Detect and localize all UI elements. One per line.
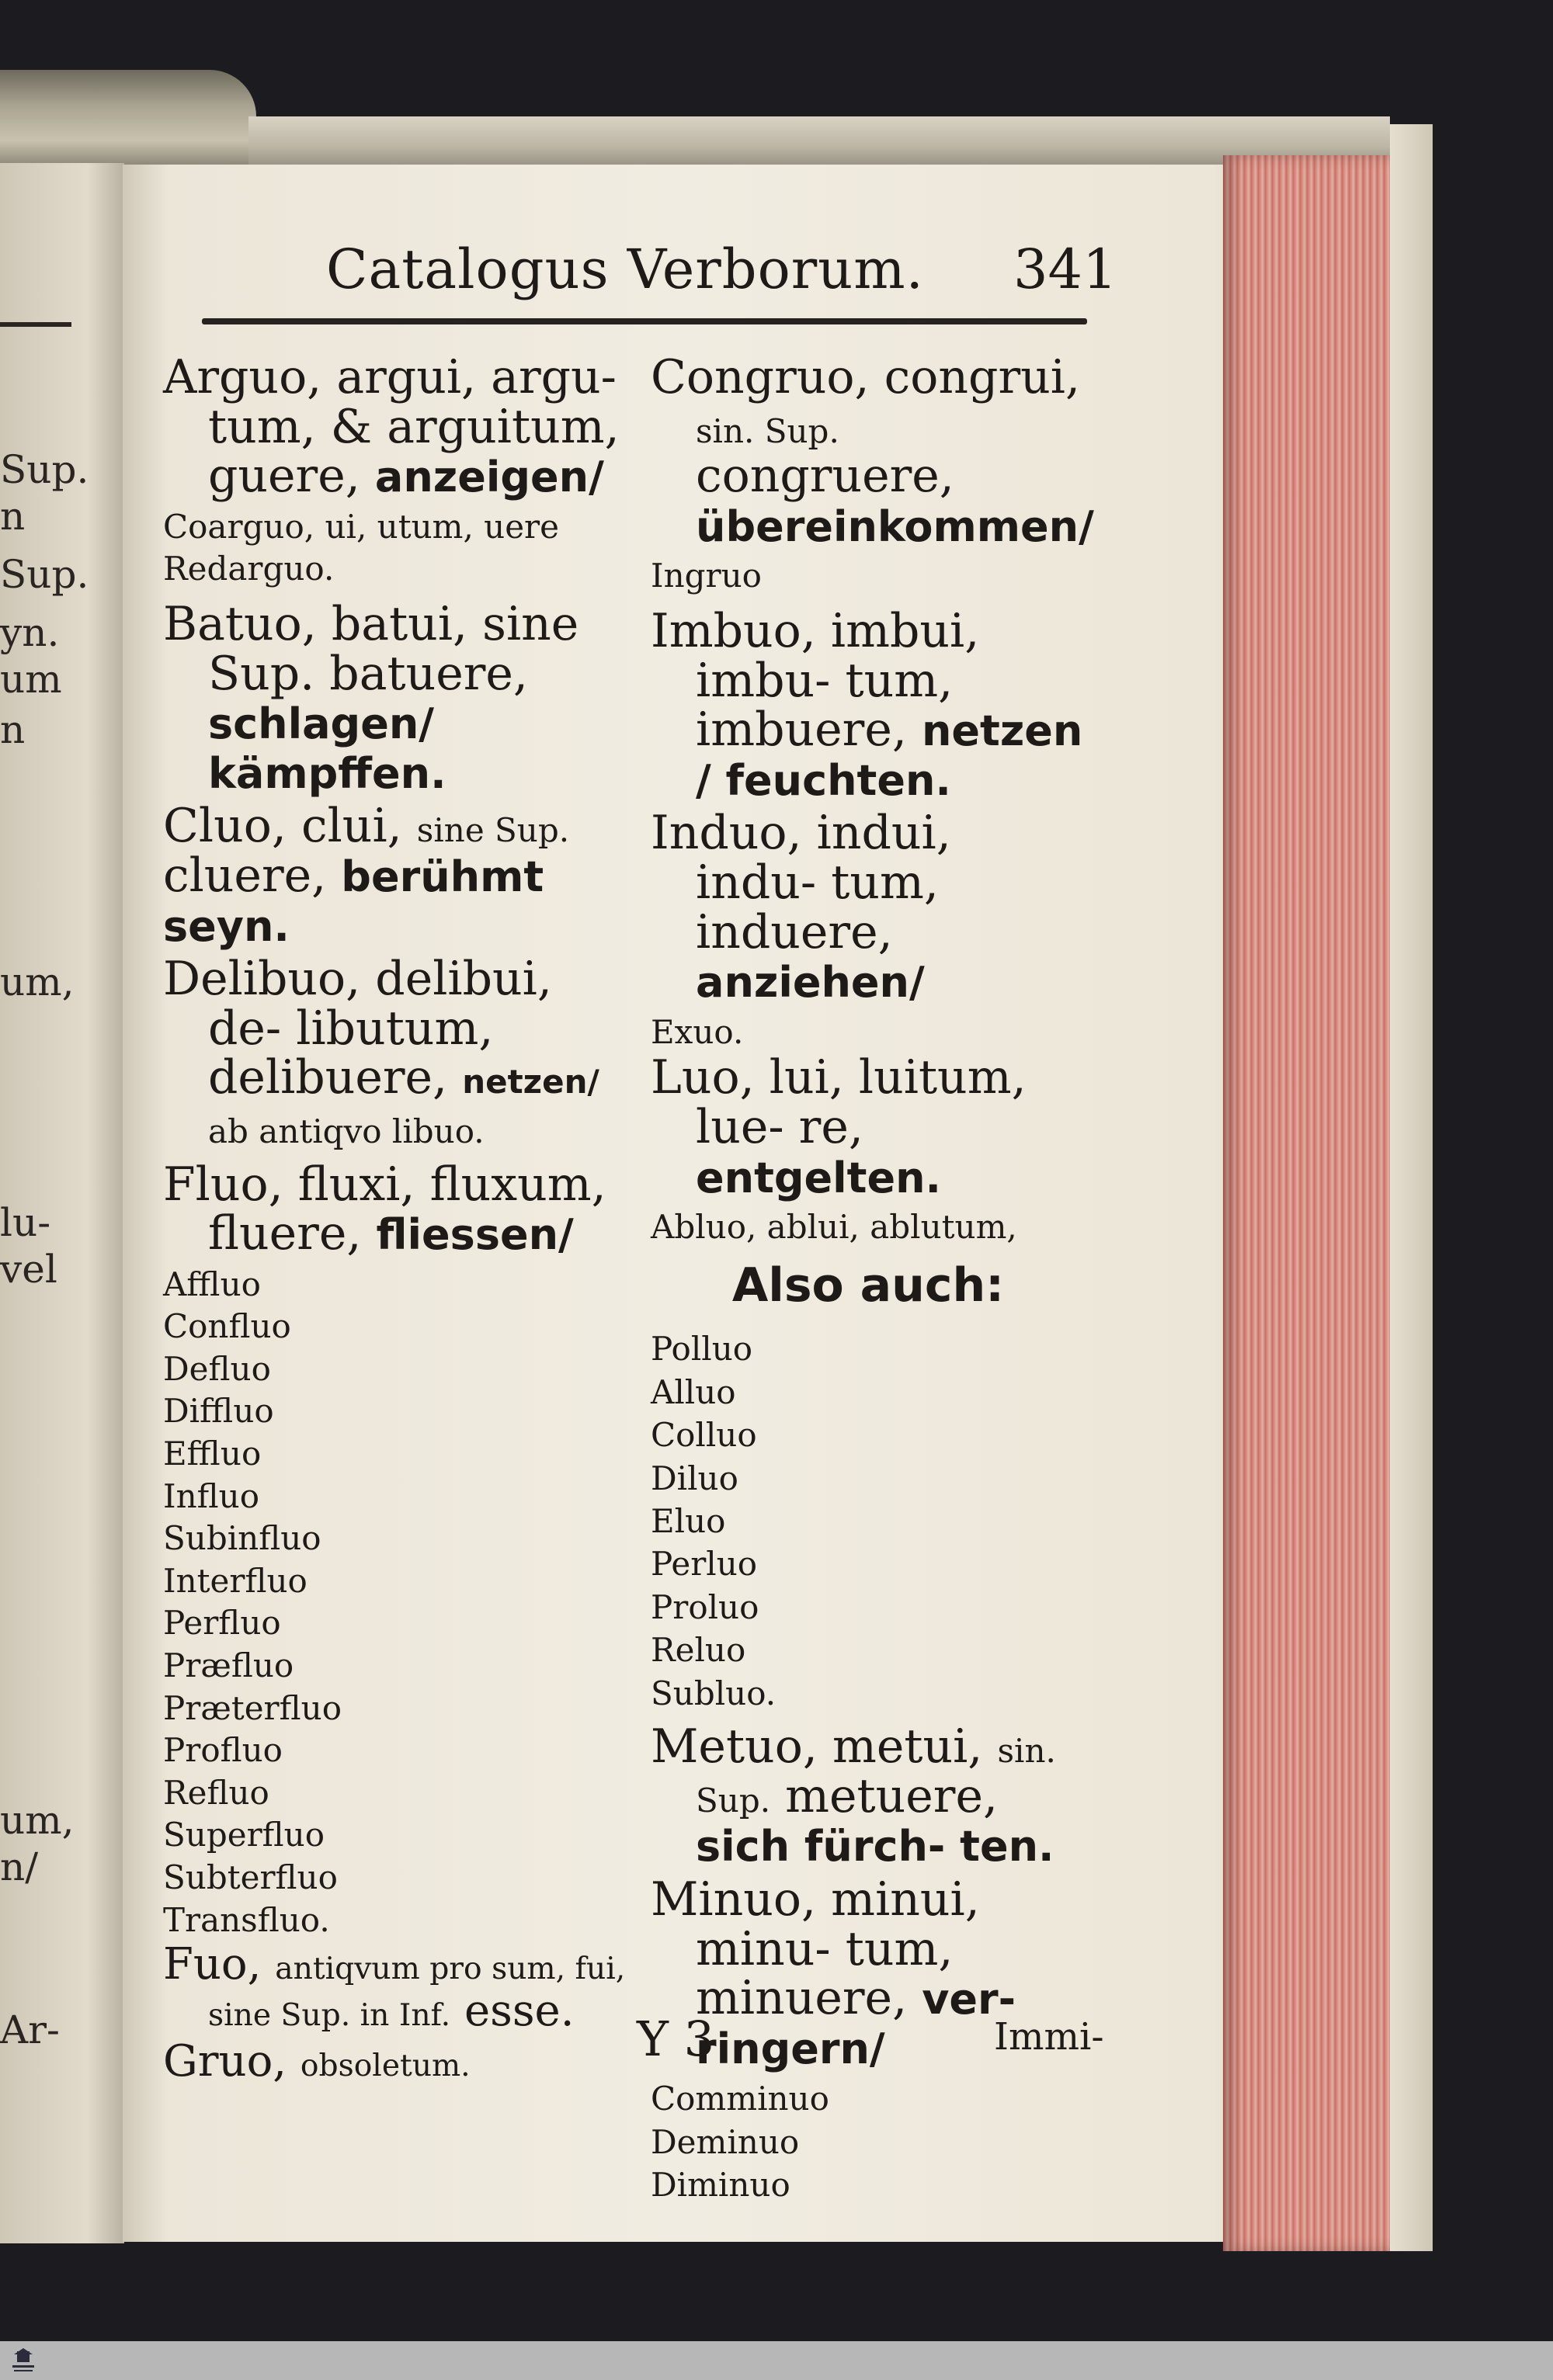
page-top-edge: [248, 116, 1390, 171]
left-fragment: Sup.: [0, 552, 89, 597]
compound-item: Confluo: [163, 1307, 291, 1346]
entry-fuo: [163, 1941, 629, 2034]
left-fragment: yn.: [0, 610, 60, 655]
page-fore-edge: [1223, 155, 1409, 2251]
compound-item: Polluo: [651, 1330, 753, 1369]
entry-latin: Metuo, metui,: [651, 1719, 983, 1775]
entry-delibuo: [163, 952, 629, 1152]
entry-gruo: [163, 2035, 629, 2087]
left-fragment: um,: [0, 959, 75, 1004]
compound-item: Defluo: [163, 1349, 271, 1388]
left-fragment: Ar-: [0, 2007, 60, 2052]
entry-latin: Minuo, minui, minu- tum, minuere,: [651, 1872, 980, 2026]
also-heading: Also auch:: [731, 1258, 1005, 1313]
entry-abluo: Abluo, ablui, ablutum,: [651, 1208, 1017, 1247]
entry-latin: Imbuo, imbui, imbu- tum, imbuere,: [651, 603, 980, 758]
entry-arguo: [163, 350, 629, 504]
compound-item: Superfluo: [163, 1816, 325, 1854]
entry-german: berühmt seyn.: [163, 852, 544, 951]
compound-item: Transfluo.: [163, 1900, 330, 1939]
compound-item: Subluo.: [651, 1674, 776, 1712]
entry-latin: Congruo, congrui,: [651, 350, 1081, 404]
entry-german: fliessen/: [376, 1210, 574, 1260]
entry-german: schlagen/ kämpffen.: [208, 699, 446, 798]
entry-exuo: Exuo.: [651, 1012, 744, 1051]
left-page-fragment: [0, 163, 124, 2243]
entry-cluo: [163, 799, 629, 951]
compound-item: Subinfluo: [163, 1519, 321, 1558]
compound-item: Influo: [163, 1476, 259, 1515]
viewer-bottom-bar: [0, 2341, 1553, 2380]
entry-redarguo: Redarguo.: [163, 550, 335, 588]
entry-note: antiqvum pro sum, fui, sine Sup. in Inf.: [208, 1952, 626, 2033]
entry-ingruo: Ingruo: [651, 557, 762, 595]
page-edge-rim: [1390, 124, 1433, 2251]
library-logo-icon: [9, 2348, 37, 2375]
left-fragment: um: [0, 657, 62, 702]
book-binding: [0, 70, 256, 171]
compound-item: Deminuo: [651, 2122, 800, 2161]
entry-latin: Fluo, fluxi, fluxum, fluere,: [163, 1157, 606, 1261]
compound-item: Præfluo: [163, 1646, 294, 1685]
entry-german: sich fürch- ten.: [696, 1822, 1054, 1872]
entry-congruo: [651, 350, 1094, 551]
entry-latin: Batuo, batui, sine Sup. batuere,: [163, 596, 579, 701]
entry-latin: congruere,: [696, 449, 954, 504]
entry-latin: Fuo,: [163, 1939, 262, 1990]
entry-german: entgelten.: [696, 1153, 942, 1202]
compound-item: Diminuo: [651, 2166, 790, 2205]
left-fragment: um,: [0, 1798, 75, 1843]
left-fragment: n/: [0, 1844, 39, 1889]
entry-metuo: [651, 1719, 1086, 1872]
compound-item: Præterfluo: [163, 1688, 342, 1727]
compound-item: Interfluo: [163, 1561, 307, 1600]
entry-latin: Induo, indui, indu- tum, induere,: [651, 806, 951, 959]
compound-item: Subterfluo: [163, 1858, 338, 1896]
compound-item: Perluo: [651, 1545, 758, 1584]
left-page-rule: [0, 322, 71, 327]
compound-item: Perfluo: [163, 1604, 281, 1643]
entry-latin: Gruo,: [163, 2035, 287, 2087]
entry-fluo: [163, 1157, 629, 1261]
entry-luo: [651, 1050, 1086, 1202]
entry-latin: Delibuo, delibui, de- libutum, delibuere,: [163, 952, 552, 1105]
compound-item: Affluo: [163, 1265, 261, 1303]
entry-batuo: [163, 596, 629, 798]
compound-item: Reluo: [651, 1631, 746, 1670]
signature-mark: Y 3: [637, 2011, 715, 2067]
compound-item: Comminuo: [651, 2080, 829, 2118]
entry-coarguo: Coarguo, ui, utum, uere: [163, 507, 559, 546]
running-head: Catalogus Verborum.: [326, 238, 924, 301]
left-column: [163, 350, 629, 2089]
entry-latin: cluere,: [163, 848, 327, 903]
compound-item: Effluo: [163, 1435, 262, 1473]
compound-item: Refluo: [163, 1773, 269, 1812]
entry-latin: Luo, lui, luitum, lue- re,: [651, 1050, 1027, 1154]
entry-esse: esse.: [464, 1985, 575, 2036]
left-fragment: vel: [0, 1247, 57, 1292]
left-fragment: n: [0, 707, 26, 752]
entry-induo: [651, 806, 1086, 1008]
entry-german: ver- ringern/: [696, 1975, 1016, 2073]
minuo-compounds: [651, 2077, 1086, 2206]
entry-sine-sup: sine Sup.: [416, 811, 570, 850]
entry-german: anzeigen/: [374, 453, 604, 502]
page-number: 341: [1013, 238, 1117, 301]
compound-item: Alluo: [651, 1372, 736, 1411]
entry-note: ab antiqvo libuo.: [208, 1112, 485, 1150]
entry-sine-sup: sin. Sup.: [696, 1732, 1056, 1820]
entry-imbuo: [651, 603, 1086, 805]
entry-latin: Arguo, argui, argu- tum, & arguitum, guere,: [163, 350, 620, 504]
catchword: Immi-: [994, 2015, 1104, 2059]
left-fragment: Sup.: [0, 447, 89, 492]
luo-compounds: [651, 1327, 1086, 1715]
entry-german: anziehen/: [696, 958, 925, 1008]
compound-item: Diluo: [651, 1459, 738, 1497]
entry-german: netzen / feuchten.: [696, 706, 1083, 805]
compound-item: Profluo: [163, 1731, 283, 1770]
entry-latin: Cluo, clui,: [163, 799, 402, 854]
entry-note: obsoletum.: [300, 2048, 471, 2083]
entry-german: netzen/: [462, 1063, 599, 1102]
compound-item: Diffluo: [163, 1392, 274, 1431]
header-rule: [202, 318, 1087, 324]
left-fragment: lu-: [0, 1200, 51, 1245]
compound-item: Eluo: [651, 1502, 726, 1541]
fluo-compounds: [163, 1264, 629, 1942]
right-column: [651, 350, 1094, 2207]
entry-german: übereinkommen/: [696, 501, 1094, 551]
entry-latin: metuere,: [785, 1768, 999, 1823]
left-fragment: n: [0, 494, 26, 539]
compound-item: Colluo: [651, 1416, 757, 1455]
entry-sine-sup: sin. Sup.: [696, 411, 839, 450]
compound-item: Proluo: [651, 1587, 759, 1626]
